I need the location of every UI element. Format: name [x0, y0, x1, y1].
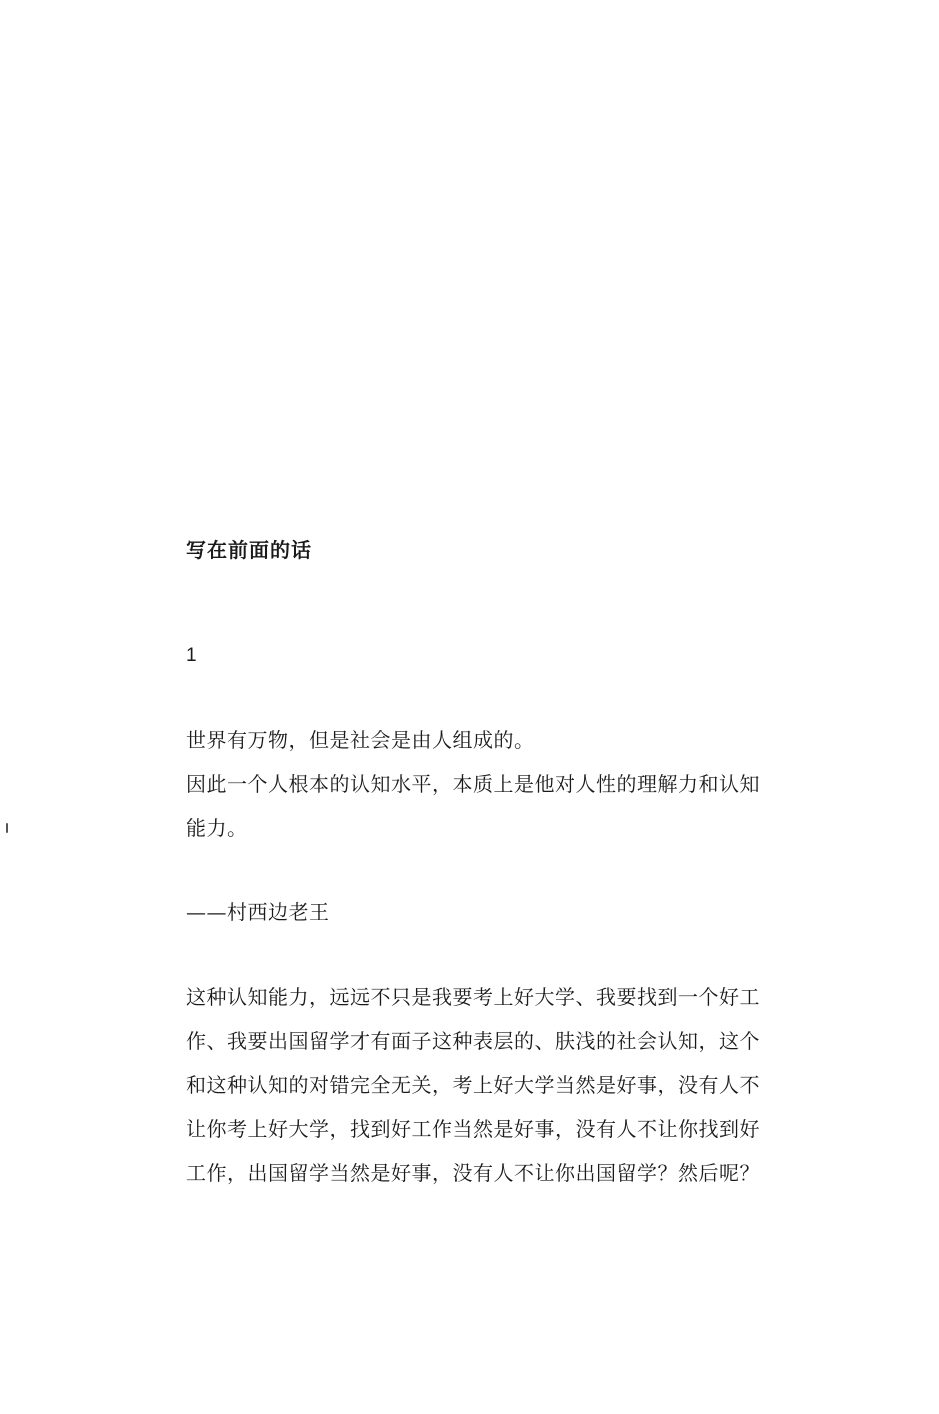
text-line: 这种认知能力，远远不只是我要考上好大学、我要找到一个好工 [186, 985, 760, 1009]
section-number: 1 [186, 645, 197, 666]
text-line: 世界有万物，但是社会是由人组成的。 [186, 728, 535, 752]
signature [186, 890, 816, 934]
signature-text: ——村西边老王 [186, 900, 330, 924]
text-line: 作、我要出国留学才有面子这种表层的、肤浅的社会认知，这个 [186, 1029, 760, 1053]
scan-mark [6, 823, 8, 833]
text-line: 和这种认知的对错完全无关，考上好大学当然是好事，没有人不 [186, 1073, 760, 1097]
body-paragraph [186, 975, 816, 1195]
text-line: 工作，出国留学当然是好事，没有人不让你出国留学？然后呢？ [186, 1161, 760, 1185]
text-line: 能力。 [186, 816, 248, 840]
quote-paragraph [186, 718, 816, 850]
text-line: 让你考上好大学，找到好工作当然是好事，没有人不让你找到好 [186, 1117, 760, 1141]
page-title: 写在前面的话 [186, 538, 312, 562]
text-line: 因此一个人根本的认知水平，本质上是他对人性的理解力和认知 [186, 772, 760, 796]
